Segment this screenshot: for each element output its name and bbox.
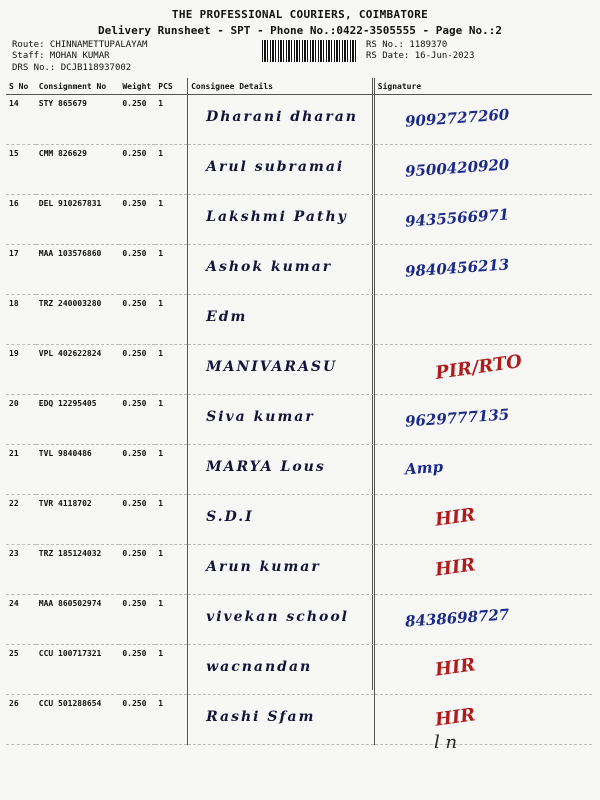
row-consignment-no: CMM 826629: [36, 145, 120, 195]
row-signature: 8438698727: [404, 605, 510, 631]
table-row: [6, 395, 592, 445]
row-signature-cell: [374, 595, 592, 645]
row-consignee-name: MARYA Lous: [206, 459, 326, 475]
row-pcs: 1: [155, 95, 187, 145]
row-signature: HIR: [433, 654, 477, 681]
row-consignee-cell: [188, 545, 375, 595]
row-consignee-cell: [188, 595, 375, 645]
rs-number: RS No.: 1189370: [366, 40, 448, 50]
table-header-row: [6, 78, 592, 95]
row-signature: 9629777135: [404, 405, 510, 431]
row-weight: 0.250: [119, 95, 155, 145]
row-signature: Amp: [404, 457, 444, 479]
row-consignment-no: CCU 100717321: [36, 645, 120, 695]
row-pcs: 1: [155, 345, 187, 395]
table-row: [6, 445, 592, 495]
table-row: [6, 695, 592, 745]
row-consignee-cell: [188, 295, 375, 345]
row-pcs: 1: [155, 545, 187, 595]
row-sno: 25: [6, 645, 36, 695]
row-signature: 9500420920: [404, 155, 510, 181]
row-consignment-no: STY 865679: [36, 95, 120, 145]
row-weight: 0.250: [119, 145, 155, 195]
row-signature: 9092727260: [404, 105, 510, 131]
row-sno: 20: [6, 395, 36, 445]
company-title: THE PROFESSIONAL COURIERS, COIMBATORE: [171, 8, 429, 21]
row-sno: 23: [6, 545, 36, 595]
table-body: [6, 95, 592, 745]
staff-label: Staff: MOHAN KUMAR: [12, 51, 110, 61]
row-sno: 16: [6, 195, 36, 245]
table-row: [6, 495, 592, 545]
row-signature-cell: [374, 495, 592, 545]
row-signature: HIR: [433, 554, 477, 581]
table-row: [6, 145, 592, 195]
row-signature: 9435566971: [404, 205, 510, 231]
row-signature-cell: [374, 95, 592, 145]
row-pcs: 1: [155, 195, 187, 245]
row-sno: 21: [6, 445, 36, 495]
row-sno: 24: [6, 595, 36, 645]
row-weight: 0.250: [119, 245, 155, 295]
row-consignee-cell: [188, 495, 375, 545]
row-sno: 17: [6, 245, 36, 295]
drs-number: DRS No.: DCJB118937002: [12, 63, 132, 73]
row-consignee-name: Edm: [206, 309, 248, 325]
row-sno: 26: [6, 695, 36, 745]
col-signature-header: Signature: [374, 78, 592, 95]
row-signature-cell: [374, 245, 592, 295]
row-consignee-name: Dharani dharan: [206, 109, 358, 125]
row-consignment-no: TRZ 240003280: [36, 295, 120, 345]
row-pcs: 1: [155, 595, 187, 645]
row-consignee-name: Arul subramai: [206, 159, 345, 175]
row-signature: HIR: [433, 704, 477, 731]
row-consignment-no: TVL 9840486: [36, 445, 120, 495]
row-consignee-name: Arun kumar: [206, 559, 321, 575]
row-signature: 9840456213: [404, 255, 510, 281]
table-row: [6, 545, 592, 595]
row-weight: 0.250: [119, 295, 155, 345]
row-consignee-name: Rashi Sfam: [206, 709, 316, 725]
row-consignee-cell: [188, 345, 375, 395]
row-sno: 22: [6, 495, 36, 545]
row-weight: 0.250: [119, 495, 155, 545]
col-consignee-header: Consignee Details: [188, 78, 375, 95]
row-consignee-cell: [188, 245, 375, 295]
barcode: [262, 40, 358, 62]
row-consignee-name: MANIVARASU: [206, 359, 338, 375]
row-pcs: 1: [155, 145, 187, 195]
row-weight: 0.250: [119, 645, 155, 695]
row-consignee-name: vivekan school: [206, 609, 349, 625]
runsheet-subtitle: Delivery Runsheet - SPT - Phone No.:0422-3505555 - Page No.:2: [98, 24, 502, 37]
row-consignee-cell: [188, 645, 375, 695]
table-row: [6, 95, 592, 145]
row-sno: 15: [6, 145, 36, 195]
table-row: [6, 245, 592, 295]
row-signature-cell: [374, 195, 592, 245]
row-pcs: 1: [155, 695, 187, 745]
row-signature-cell: [374, 695, 592, 745]
row-weight: 0.250: [119, 595, 155, 645]
row-consignment-no: VPL 402622824: [36, 345, 120, 395]
row-consignment-no: TRZ 185124032: [36, 545, 120, 595]
row-weight: 0.250: [119, 445, 155, 495]
rs-date: RS Date: 16-Jun-2023: [366, 51, 475, 61]
row-consignment-no: DEL 910267831: [36, 195, 120, 245]
row-consignee-cell: [188, 145, 375, 195]
row-consignment-no: CCU 501288654: [36, 695, 120, 745]
table-row: [6, 295, 592, 345]
row-signature-cell: [374, 545, 592, 595]
row-sno: 14: [6, 95, 36, 145]
row-weight: 0.250: [119, 545, 155, 595]
handwritten-footnote: l n: [434, 732, 458, 753]
row-weight: 0.250: [119, 695, 155, 745]
route-label: Route: CHINNAMETTUPALAYAM: [12, 40, 148, 50]
row-pcs: 1: [155, 445, 187, 495]
row-consignee-cell: [188, 695, 375, 745]
table-row: [6, 345, 592, 395]
row-consignee-cell: [188, 445, 375, 495]
table-row: [6, 595, 592, 645]
col-consignment-header: Consignment No: [36, 78, 120, 95]
row-consignment-no: MAA 860502974: [36, 595, 120, 645]
row-consignee-cell: [188, 195, 375, 245]
row-pcs: 1: [155, 295, 187, 345]
row-signature-cell: [374, 295, 592, 345]
row-sno: 19: [6, 345, 36, 395]
col-sno-header: S No: [6, 78, 36, 95]
runsheet-table: [6, 78, 592, 745]
row-consignee-name: Ashok kumar: [206, 259, 333, 275]
row-consignee-name: Lakshmi Pathy: [206, 209, 348, 225]
row-signature: PIR/RTO: [433, 351, 524, 384]
row-consignee-name: Siva kumar: [206, 409, 315, 425]
row-signature: HIR: [433, 504, 477, 531]
row-weight: 0.250: [119, 345, 155, 395]
row-signature-cell: [374, 345, 592, 395]
row-weight: 0.250: [119, 395, 155, 445]
col-weight-header: Weight: [119, 78, 155, 95]
row-consignment-no: EDQ 12295405: [36, 395, 120, 445]
row-pcs: 1: [155, 245, 187, 295]
row-consignment-no: MAA 103576860: [36, 245, 120, 295]
row-consignee-cell: [188, 395, 375, 445]
col-pcs-header: PCS: [155, 78, 187, 95]
row-pcs: 1: [155, 645, 187, 695]
row-signature-cell: [374, 645, 592, 695]
row-signature-cell: [374, 395, 592, 445]
row-consignee-cell: [188, 95, 375, 145]
table-row: [6, 195, 592, 245]
row-pcs: 1: [155, 495, 187, 545]
row-signature-cell: [374, 445, 592, 495]
row-signature-cell: [374, 145, 592, 195]
row-weight: 0.250: [119, 195, 155, 245]
row-pcs: 1: [155, 395, 187, 445]
row-consignment-no: TVR 4118702: [36, 495, 120, 545]
row-consignee-name: wacnandan: [206, 659, 313, 675]
row-sno: 18: [6, 295, 36, 345]
table-row: [6, 645, 592, 695]
row-consignee-name: S.D.I: [206, 509, 254, 525]
